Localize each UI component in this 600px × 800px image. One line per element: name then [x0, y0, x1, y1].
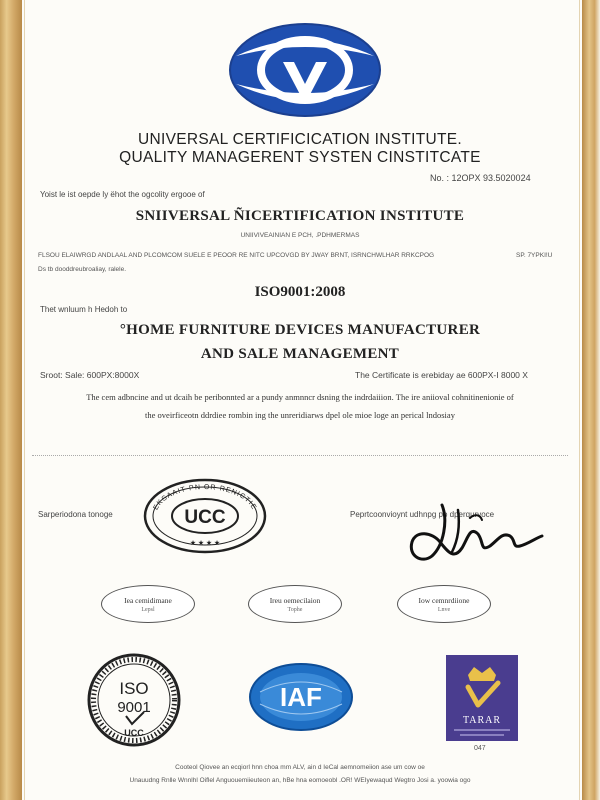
seal-center-text: UCC	[184, 507, 226, 528]
header-title-line2: QUALITY MANAGERENT SYSTEN CINSTITCATE	[119, 149, 481, 166]
ucc-seal-icon	[142, 477, 268, 555]
oval-field-2: Ireu oemecilaion Tophe	[248, 585, 342, 623]
body-text-line2: the oveirficeotn ddrdiee rombin ing the unreridiarws dpel ole mioe loge an perical lndosiay	[145, 410, 455, 420]
footer-line2: Unauudng Rnlle Wnnlhl Oiflel Anguouemiieuteon an, hBe hna eomoeobl .OR! WEIyewaqud Wegtro Josi a. yoowia ogo	[129, 777, 471, 784]
assessment-line: FLSOU ELAIWRGD ANDLAAL AND PLCOMCOM SUELE E PEOOR RE NITC UPCOVGD BY JWAY BRNT, ISRNCHWLHAR RRKCPOG	[38, 252, 435, 259]
oval-field-3: Iow cemnrdiione Lnve	[397, 585, 491, 623]
scope-line1: °HOME FURNITURE DEVICES MANUFACTURER	[119, 322, 481, 338]
footer-line1: Cooteol Qiovee an ecqiorl hnn choa mm ALV, ain d IeCal aemnomeiion ase um cow oe	[175, 764, 425, 771]
assessment-ref: SP. 7YPKI!U	[516, 252, 553, 259]
intro-text: Yoist le ist oepde ly ëhot the ogcolity ergooe of	[40, 190, 205, 199]
svg-text:★ ★ ★ ★: ★ ★ ★ ★	[189, 539, 221, 547]
signature-label-left: Sarperiodona tonoge	[38, 510, 113, 519]
organization-address: UNIIVIVEAINIAN E PCH, .PDHMERMAS	[240, 232, 360, 239]
iso-badge-text-bottom: 9001	[117, 699, 151, 716]
standard-title: ISO9001:2008	[254, 284, 346, 300]
iaf-logo-icon	[248, 662, 354, 732]
seal-ring-text: EKSAAIT PN OR RENICTIE	[152, 483, 258, 512]
organization-name: SNIIVERSAL ÑICERTIFICATION INSTITUTE	[135, 208, 465, 224]
body-text-line1: The cem adbncine and ut dcaih be peribonnted ar a pundy anmnncr dsning the indrdaiiion. The ire aniioval cohnitinenionie of	[86, 392, 514, 402]
accreditation-logo-icon	[446, 655, 518, 741]
scope-line2: AND SALE MANAGEMENT	[200, 346, 400, 362]
iso-9001-badge-icon	[86, 652, 182, 748]
handwritten-signature-icon	[400, 490, 550, 575]
certificate-number: No. : 12OPX 93.5020024	[430, 173, 531, 183]
header-title-line1: UNIVERSAL CERTIFICICATION INSTITUTE.	[138, 131, 462, 148]
accreditation-number: 047	[474, 745, 486, 752]
iso-badge-text-top: ISO	[119, 679, 149, 698]
signature-label-right: Peprtcoonvioynt udhnpg po dperqurvoce	[350, 510, 495, 519]
applicable-text: Ds tb dooddreubroaliay, ralele.	[38, 266, 127, 273]
iaf-text: IAF	[280, 682, 322, 712]
validity-left: Sroot: Sale: 600PX:8000X	[40, 370, 140, 380]
accreditation-text: TARAR	[462, 715, 502, 726]
oval-field-1: Iea cemidimane Lepsl	[101, 585, 195, 623]
scope-intro: Thet wnluum h Hedoh to	[40, 305, 128, 314]
validity-right: The Certificate is erebiday ae 600PX-I 8000 X	[355, 370, 528, 380]
globe-logo-icon	[228, 22, 382, 118]
iso-badge-label: UCC	[124, 728, 144, 738]
divider	[32, 455, 568, 456]
